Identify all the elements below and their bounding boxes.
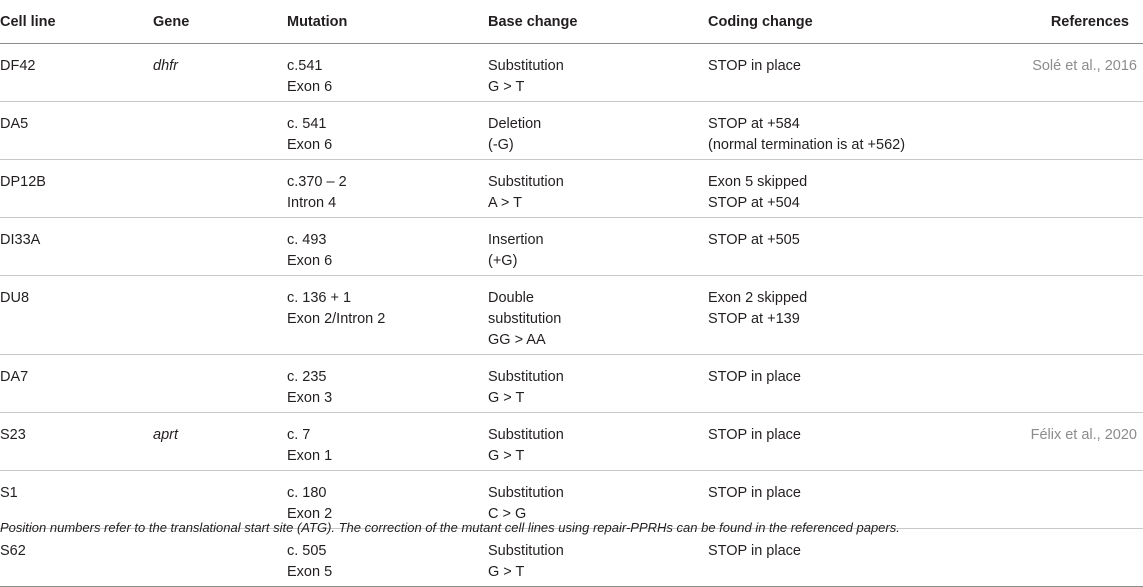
table-header-row — [0, 0, 1143, 44]
cell-text: Exon 6 — [287, 79, 333, 95]
reference-cell — [998, 218, 1143, 276]
cell-text: Exon 3 — [287, 390, 333, 406]
cell-line-cell — [0, 413, 153, 471]
cell-text: S1 — [0, 485, 18, 501]
cell-text: DI33A — [0, 232, 41, 248]
mutation-cell — [287, 160, 488, 218]
cell-text: STOP at +504 — [708, 195, 800, 211]
cell-line-cell — [0, 160, 153, 218]
cell-text: c. 136 + 1 — [287, 290, 352, 306]
mutation-cell — [287, 276, 488, 355]
table-footnote: Position numbers refer to the translational start site (ATG). The correction of the mutant cell lines using repair-PPRHs can be found in the referenced papers. — [0, 520, 900, 535]
gene-cell — [153, 413, 287, 471]
cell-text: STOP in place — [708, 369, 801, 385]
cell-text: c. 493 — [287, 232, 327, 248]
coding-change-cell — [708, 218, 998, 276]
cell-text: S23 — [0, 427, 26, 443]
cell-text: Double — [488, 290, 534, 306]
table-row — [0, 44, 1143, 102]
cell-text: Substitution — [488, 485, 564, 501]
cell-text: Substitution — [488, 427, 564, 443]
reference-cell — [998, 44, 1143, 102]
cell-text: STOP at +584 — [708, 116, 800, 132]
cell-text: DU8 — [0, 290, 30, 306]
cell-text: GG > AA — [488, 332, 546, 348]
header-coding-change: Coding change — [708, 0, 998, 44]
cell-text: Exon 2 skipped — [708, 290, 808, 306]
coding-change-cell — [708, 413, 998, 471]
header-gene: Gene — [153, 0, 287, 44]
cell-text: STOP in place — [708, 58, 801, 74]
cell-text: Solé et al., 2016 — [1032, 58, 1137, 74]
cell-text: Exon 6 — [287, 253, 333, 269]
cell-line-cell — [0, 529, 153, 587]
base-change-cell — [488, 218, 708, 276]
cell-text: DA5 — [0, 116, 29, 132]
gene-cell — [153, 102, 287, 160]
base-change-cell — [488, 413, 708, 471]
gene-cell — [153, 529, 287, 587]
header-cell-line: Cell line — [0, 0, 153, 44]
cell-text: (+G) — [488, 253, 518, 269]
cell-text: G > T — [488, 390, 525, 406]
cell-text: c. 505 — [287, 543, 327, 559]
cell-text: Exon 6 — [287, 137, 333, 153]
table-row — [0, 413, 1143, 471]
base-change-cell — [488, 276, 708, 355]
cell-text: Exon 2 — [287, 506, 333, 522]
table-row — [0, 276, 1143, 355]
cell-line-cell — [0, 218, 153, 276]
base-change-cell — [488, 44, 708, 102]
coding-change-cell — [708, 276, 998, 355]
cell-text: (-G) — [488, 137, 514, 153]
table-row — [0, 160, 1143, 218]
gene-cell — [153, 160, 287, 218]
cell-text: dhfr — [153, 58, 178, 74]
cell-text: Exon 5 skipped — [708, 174, 808, 190]
cell-text: c.541 — [287, 58, 323, 74]
cell-text: c. 541 — [287, 116, 327, 132]
gene-cell — [153, 218, 287, 276]
base-change-cell — [488, 160, 708, 218]
mutation-cell — [287, 355, 488, 413]
cell-text: Exon 2/Intron 2 — [287, 311, 386, 327]
cell-text: Intron 4 — [287, 195, 337, 211]
cell-text: c. 180 — [287, 485, 327, 501]
reference-cell — [998, 529, 1143, 587]
cell-text: C > G — [488, 506, 527, 522]
cell-text: STOP at +505 — [708, 232, 800, 248]
base-change-cell — [488, 529, 708, 587]
coding-change-cell — [708, 355, 998, 413]
cell-text: c. 235 — [287, 369, 327, 385]
cell-text: DF42 — [0, 58, 36, 74]
mutation-cell — [287, 413, 488, 471]
mutation-cell — [287, 44, 488, 102]
gene-cell — [153, 44, 287, 102]
cell-text: STOP in place — [708, 427, 801, 443]
mutation-cell — [287, 529, 488, 587]
mutation-cell — [287, 102, 488, 160]
table-row — [0, 102, 1143, 160]
cell-text: DA7 — [0, 369, 29, 385]
table-body — [0, 44, 1143, 587]
cell-text: G > T — [488, 448, 525, 464]
cell-text: substitution — [488, 311, 562, 327]
cell-line-cell — [0, 276, 153, 355]
reference-cell — [998, 413, 1143, 471]
cell-text: Félix et al., 2020 — [1030, 427, 1137, 443]
cell-text: Substitution — [488, 543, 564, 559]
base-change-cell — [488, 355, 708, 413]
cell-text: c.370 – 2 — [287, 174, 347, 190]
cell-text: STOP in place — [708, 485, 801, 501]
cell-text: G > T — [488, 79, 525, 95]
coding-change-cell — [708, 529, 998, 587]
reference-cell — [998, 160, 1143, 218]
cell-line-cell — [0, 102, 153, 160]
reference-cell — [998, 471, 1143, 529]
cell-text: S62 — [0, 543, 26, 559]
cell-text: Exon 1 — [287, 448, 333, 464]
cell-text: Exon 5 — [287, 564, 333, 580]
table-row — [0, 355, 1143, 413]
cell-text: Substitution — [488, 369, 564, 385]
cell-text: A > T — [488, 195, 522, 211]
table-row — [0, 529, 1143, 587]
header-references: References — [998, 0, 1143, 44]
cell-text: STOP in place — [708, 543, 801, 559]
reference-cell — [998, 355, 1143, 413]
mutation-cell — [287, 218, 488, 276]
coding-change-cell — [708, 160, 998, 218]
reference-cell — [998, 102, 1143, 160]
reference-cell — [998, 276, 1143, 355]
header-base-change: Base change — [488, 0, 708, 44]
cell-line-cell — [0, 355, 153, 413]
cell-line-cell — [0, 44, 153, 102]
cell-text: c. 7 — [287, 427, 311, 443]
cell-text: Insertion — [488, 232, 544, 248]
base-change-cell — [488, 102, 708, 160]
coding-change-cell — [708, 102, 998, 160]
coding-change-cell — [708, 44, 998, 102]
cell-text: (normal termination is at +562) — [708, 137, 906, 153]
cell-text: aprt — [153, 427, 178, 443]
cell-text: G > T — [488, 564, 525, 580]
cell-text: Substitution — [488, 58, 564, 74]
gene-cell — [153, 355, 287, 413]
table-row — [0, 218, 1143, 276]
cell-text: Substitution — [488, 174, 564, 190]
header-mutation: Mutation — [287, 0, 488, 44]
cell-text: STOP at +139 — [708, 311, 800, 327]
cell-text: Deletion — [488, 116, 542, 132]
cell-text: DP12B — [0, 174, 46, 190]
gene-cell — [153, 276, 287, 355]
